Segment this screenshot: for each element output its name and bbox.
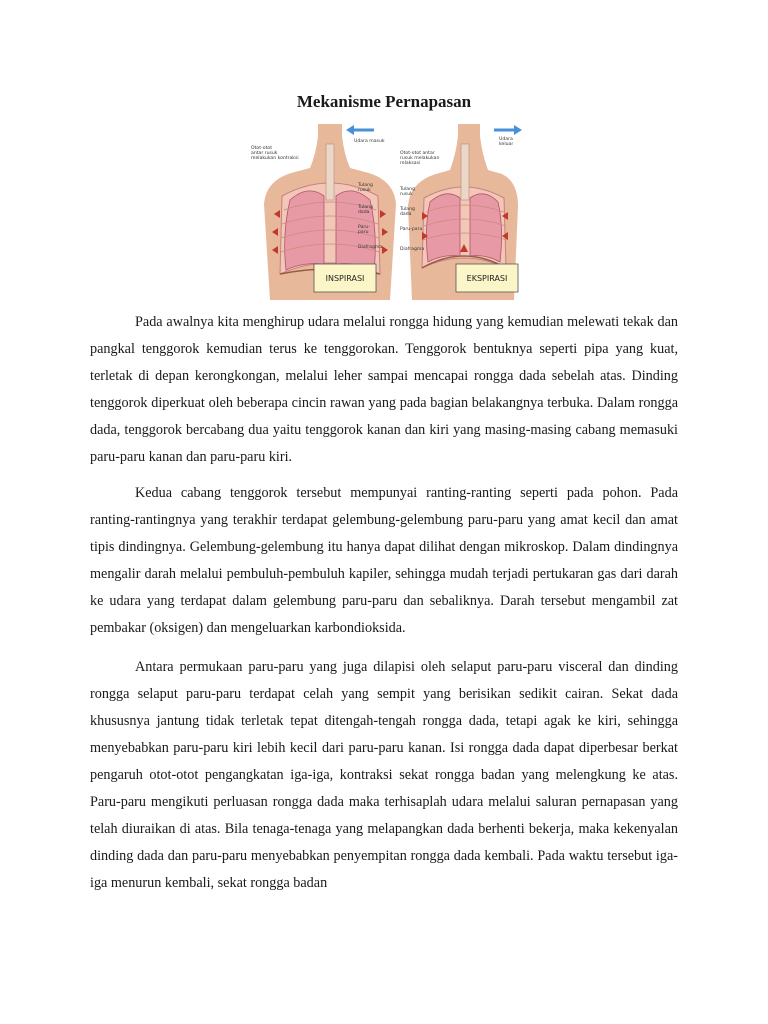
label-tulang-dada-left: Tulang dada — [358, 205, 373, 215]
inspiration-panel — [251, 124, 396, 300]
left-lung-shape-exp — [426, 194, 460, 262]
right-lung-shape-exp — [470, 194, 502, 262]
paragraph-2: Kedua cabang tenggorok tersebut mempunyai ranting-ranting seperti pada pohon. Pada ranting-rantingnya yang terakhir terdapat gelembung-gelembung paru-paru yang amat kecil dan amat tipis dindingnya. Gelembung-gelembung itu hanya dapat dilihat dengan mikroskop. Dalam dindingnya mengalir darah melalui pembuluh-pembuluh kapiler, sehingga mudah terjadi pertukaran gas dari darah ke udara yang terdapat dalam gelembung paru-paru dan sebaliknya. Darah tersebut mengambil zat pembakar (oksigen) dan mengeluarkan karbondioksida. — [90, 485, 678, 636]
label-udara-keluar: Udara keluar — [499, 137, 514, 147]
breathing-diagram-figure — [250, 124, 522, 300]
label-tulang-dada-right: Tulang dada — [400, 207, 415, 217]
breathing-diagram — [250, 124, 522, 300]
label-paru-right: Paru-paru — [400, 227, 423, 232]
caption-inspirasi: INSPIRASI — [325, 274, 365, 283]
label-otot-kontraksi: Otot-otot antar rusuk melakukan kontraksi — [251, 146, 299, 161]
caption-ekspirasi: EKSPIRASI — [466, 274, 508, 283]
label-tulang-rusuk-left: Tulang rusuk — [358, 183, 373, 193]
label-diafragma-left: Diafragma — [358, 245, 383, 250]
label-diafragma-right: Diafragma — [400, 247, 425, 252]
paragraph-3: Antara permukaan paru-paru yang juga dilapisi oleh selaput paru-paru visceral dan dinding rongga selaput paru-paru terdapat celah yang sempit yang berisikan sedikit cairan. Sekat dada khususnya jantung tidak terletak tepat ditengah-tengah rongga dada, tetapi agak ke kiri, sehingga menyebabkan paru-paru kiri lebih kecil dari paru-paru kanan. Isi rongga dada dapat diperbesar berkat pengaruh otot-otot pengangkatan iga-iga, kontraksi sekat rongga badan yang melengkung ke atas. Paru-paru mengikuti perluasan rongga dada maka terhisaplah udara melalui saluran pernapasan yang telah diuraikan di atas. Bila tenaga-tenaga yang melapangkan dada berhenti bekerja, maka kekenyalan dinding dada dan paru-paru menyebabkan penyempitan rongga dada kembali. Pada waktu tersebut iga-iga menurun kembali, sekat rongga badan — [90, 659, 678, 891]
document-title: Mekanisme Pernapasan — [296, 92, 472, 111]
label-udara-masuk: Udara masuk — [354, 139, 385, 144]
expiration-panel — [399, 124, 522, 300]
label-paru-left: Paru-paru — [358, 225, 370, 235]
label-tulang-rusuk-right: Tulang rusuk — [400, 187, 415, 197]
label-otot-relaksasi: Otot-otot antar rusuk melakukan relaksasi — [400, 151, 440, 166]
paragraph-1: Pada awalnya kita menghirup udara melalui rongga hidung yang kemudian melewati tekak dan pangkal tenggorok kemudian terus ke tenggorokan. Tenggorok bentuknya seperti pipa yang kuat, terletak di depan kerongkongan, melalui leher sampai mencapai rongga dada sebelah atas. Dinding tenggorok diperkuat oleh beberapa cincin rawan yang pada bagian belakangnya terbuka. Dalam rongga dada, tenggorok bercabang dua yaitu tenggorok kanan dan kiri yang masing-masing cabang memasuki paru-paru kanan dan paru-paru kiri. — [90, 314, 678, 465]
